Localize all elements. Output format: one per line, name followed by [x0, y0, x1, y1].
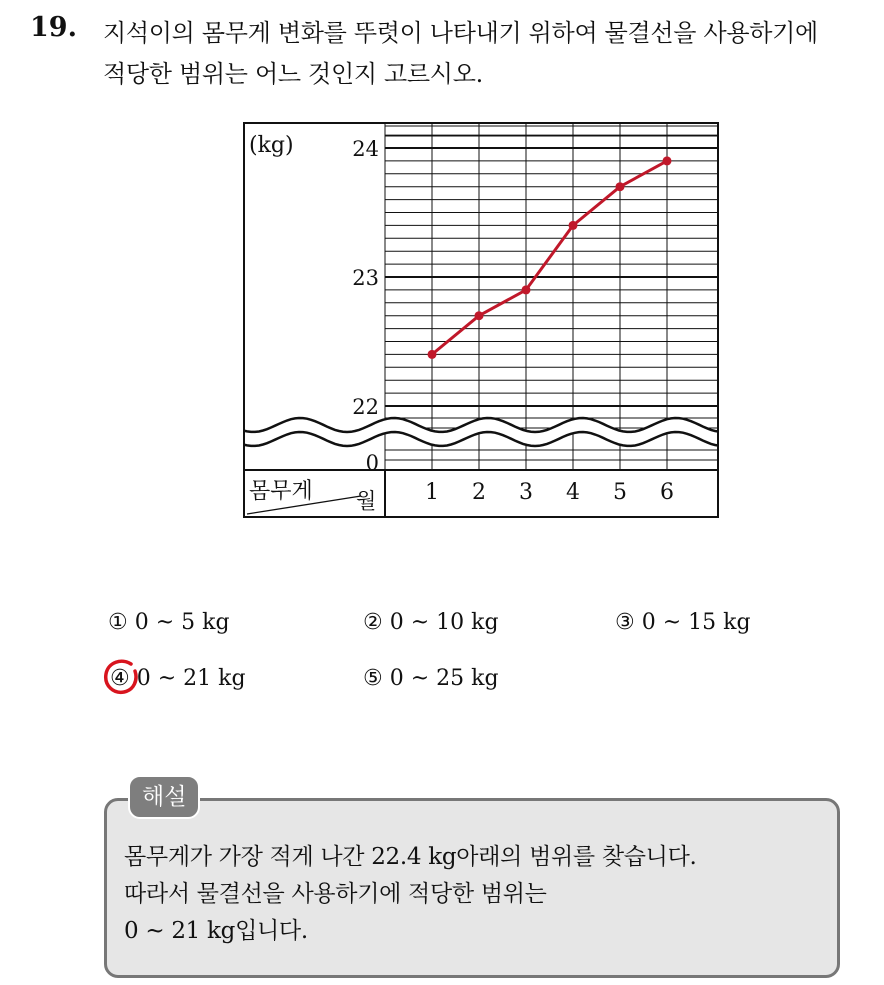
choice-3-text: 0 ~ 15 kg: [641, 610, 751, 635]
choice-4-text: 0 ~ 21 kg: [136, 666, 246, 691]
data-point: [663, 156, 672, 165]
y-tick-label: 22: [352, 395, 379, 419]
choice-3[interactable]: [615, 610, 751, 635]
choice-4-number: ④: [110, 666, 130, 691]
x-tick-label: 5: [613, 480, 627, 505]
chart-labels: [249, 133, 674, 513]
choice-5[interactable]: [363, 666, 499, 691]
choice-2-text: 0 ~ 10 kg: [389, 610, 499, 635]
explanation-tag: 해설: [128, 775, 200, 819]
col-header-label: 월: [356, 489, 377, 513]
x-tick-label: 6: [660, 480, 674, 505]
y-tick-label: 0: [365, 451, 379, 475]
data-point: [428, 350, 437, 359]
x-tick-label: 4: [566, 480, 580, 505]
y-tick-label: 23: [352, 266, 379, 290]
explanation-line-3: 0 ~ 21 kg입니다.: [124, 918, 308, 944]
choice-2-number: ②: [363, 610, 383, 635]
choice-1[interactable]: [108, 610, 230, 635]
x-tick-label: 1: [425, 480, 439, 505]
question-text-line-1: 지석이의 몸무게 변화를 뚜렷이 나타내기 위하여 물결선을 사용하기에: [103, 19, 818, 47]
choice-5-text: 0 ~ 25 kg: [389, 666, 499, 691]
chart-border: [244, 123, 718, 517]
y-unit-label: (kg): [249, 133, 294, 158]
question-text-line-2: 적당한 범위는 어느 것인지 고르시오.: [103, 60, 483, 88]
chart-grid: [385, 122, 717, 470]
explanation-line-1: 몸무게가 가장 적게 나간 22.4 kg아래의 범위를 찾습니다.: [124, 844, 697, 870]
x-tick-label: 2: [472, 480, 486, 505]
answer-circle-mark: [102, 658, 140, 696]
choice-3-number: ③: [615, 610, 635, 635]
data-point: [522, 285, 531, 294]
weight-line: [432, 161, 667, 355]
data-point: [475, 311, 484, 320]
wavy-break-lines: [243, 418, 719, 446]
choice-1-text: 0 ~ 5 kg: [134, 610, 230, 635]
weight-line-chart: [243, 122, 719, 518]
y-tick-label: 24: [352, 137, 379, 161]
chart-frame: [243, 123, 719, 518]
data-point: [569, 221, 578, 230]
x-tick-label: 3: [519, 480, 533, 505]
choice-5-number: ⑤: [363, 666, 383, 691]
choice-2[interactable]: [363, 610, 499, 635]
question-number: 19.: [30, 12, 77, 43]
row-header-label: 몸무게: [249, 479, 313, 504]
choice-1-number: ①: [108, 610, 128, 635]
data-point: [616, 182, 625, 191]
explanation-line-2: 따라서 물결선을 사용하기에 적당한 범위는: [124, 881, 547, 907]
